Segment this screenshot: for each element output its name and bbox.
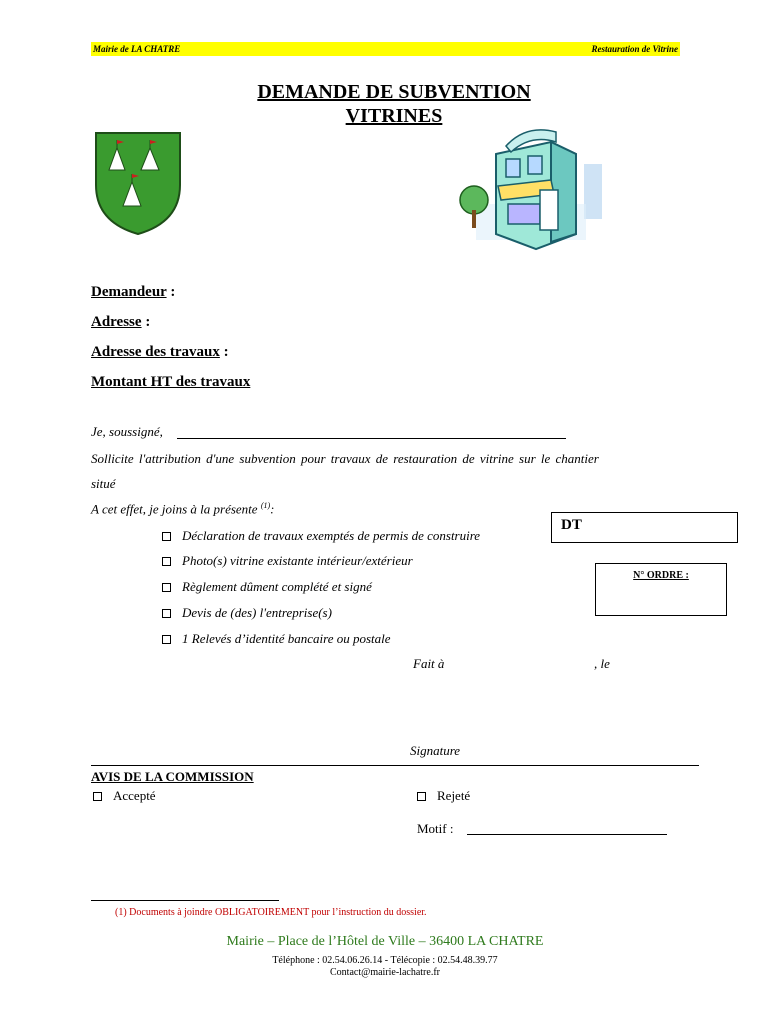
- page-title-line1: DEMANDE DE SUBVENTION: [257, 81, 531, 103]
- footer-address: Mairie – Place de l’Hôtel de Ville – 36400 LA CHATRE: [226, 934, 544, 949]
- field-adresse-label: Adresse: [91, 314, 142, 330]
- footnote-ref: (1): [260, 501, 271, 510]
- checklist-item[interactable]: [162, 579, 372, 595]
- checkbox[interactable]: [93, 792, 102, 801]
- ordre-box[interactable]: [595, 563, 727, 616]
- footnote-divider: [91, 900, 279, 901]
- accepte-option[interactable]: [93, 788, 156, 804]
- checkbox[interactable]: [417, 792, 426, 801]
- footer-phone: Téléphone : 02.54.06.26.14 - Télécopie : 02.54.48.39.77: [272, 955, 498, 966]
- rejete-label: Rejeté: [437, 788, 471, 803]
- field-adresse-travaux-label: Adresse des travaux: [91, 344, 220, 360]
- header-bar: [91, 42, 680, 56]
- checklist-item[interactable]: [162, 605, 332, 621]
- checkbox[interactable]: [162, 609, 171, 618]
- checkbox[interactable]: [162, 532, 171, 541]
- checklist-label: 1 Relevés d’identité bancaire ou postale: [182, 631, 391, 646]
- signature-divider: [91, 765, 699, 766]
- dt-box[interactable]: DT: [551, 512, 738, 543]
- fait-le-label: , le: [594, 656, 610, 671]
- sollicite-text: Sollicite l'attribution d'une subvention pour travaux de restauration de vitrine sur le chantier: [91, 451, 599, 466]
- rejete-option[interactable]: [417, 788, 470, 804]
- header-right: Restauration de Vitrine: [591, 44, 678, 54]
- field-colon: :: [219, 344, 229, 360]
- field-demandeur-label: Demandeur: [91, 284, 167, 300]
- field-adresse-travaux: [91, 344, 229, 361]
- coat-of-arms-icon: [93, 130, 183, 236]
- checklist-label: Photo(s) vitrine existante intérieur/extérieur: [182, 553, 413, 568]
- joins-text: [91, 501, 274, 517]
- accepte-label: Accepté: [113, 788, 156, 803]
- checklist-item[interactable]: [162, 631, 391, 647]
- field-montant-label: Montant HT des travaux: [91, 374, 251, 390]
- checklist-item[interactable]: [162, 528, 480, 544]
- avis-title: AVIS DE LA COMMISSION: [91, 769, 254, 784]
- joins-colon: :: [270, 501, 275, 517]
- soussigne-text: Je, soussigné,: [91, 424, 163, 439]
- checklist-item[interactable]: [162, 553, 413, 569]
- signature-label: Signature: [410, 743, 461, 758]
- checkbox[interactable]: [162, 557, 171, 566]
- fait-a-label: Fait à: [413, 656, 445, 671]
- field-demandeur: [91, 284, 175, 301]
- checkbox[interactable]: [162, 635, 171, 644]
- header-left: Mairie de LA CHATRE: [93, 44, 181, 54]
- motif-label: Motif :: [417, 821, 454, 836]
- page-title-line2: VITRINES: [345, 105, 443, 127]
- field-colon: :: [141, 314, 151, 330]
- soussigne-line[interactable]: [177, 438, 566, 439]
- footer-contact: Contact@mairie-lachatre.fr: [330, 967, 440, 978]
- joins-label: A cet effet, je joins à la présente: [91, 501, 258, 517]
- checklist-label: Devis de (des) l'entreprise(s): [182, 605, 332, 620]
- situe-text: situé: [91, 476, 116, 491]
- field-colon: :: [166, 284, 176, 300]
- field-adresse: [91, 314, 150, 331]
- checkbox[interactable]: [162, 583, 171, 592]
- checklist-label: Déclaration de travaux exemptés de permis de construire: [182, 528, 481, 543]
- field-montant: [91, 374, 250, 391]
- checklist-label: Règlement dûment complété et signé: [182, 579, 372, 594]
- footnote-text: (1) Documents à joindre OBLIGATOIREMENT pour l’instruction du dossier.: [115, 907, 427, 918]
- ordre-label: N° ORDRE :: [633, 570, 689, 581]
- storefront-illustration: [456, 124, 608, 254]
- motif-line[interactable]: [467, 834, 667, 835]
